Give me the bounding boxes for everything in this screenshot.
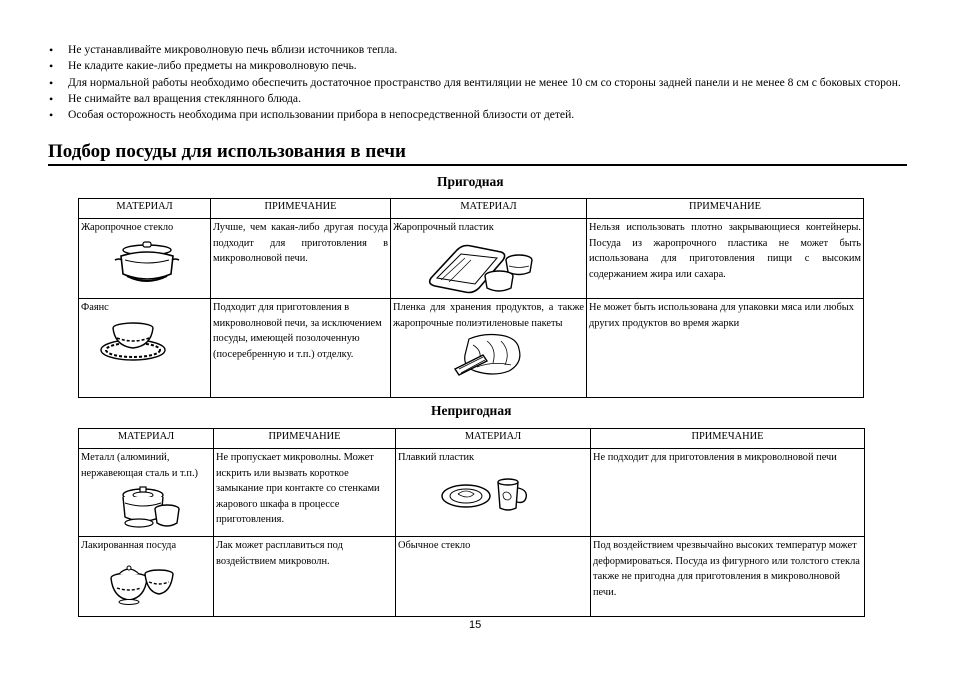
note-cell: Нельзя использовать плотно закрывающиеся контейнеры. Посуда из жаропрочного пластика не может быть использована для приготовления пищи с высоким содержанием жира или сахара. [587, 219, 864, 299]
table-row [79, 299, 864, 398]
material-label: Жаропрочный пластик [393, 222, 494, 233]
plastic-containers-icon [427, 238, 537, 294]
material-cell [391, 299, 587, 398]
column-header: ПРИМЕЧАНИЕ [211, 199, 391, 219]
note-cell: Лучше, чем какая-либо другая посуда подходит для приготовления в микроволновой печи. [211, 219, 391, 299]
table-header-row [79, 199, 864, 219]
column-header: МАТЕРИАЛ [391, 199, 587, 219]
material-label: Лакированная посуда [81, 540, 177, 551]
suitable-cookware-table [78, 198, 864, 398]
metal-pots-icon [117, 483, 181, 529]
material-label: Металл (алюминий, нержавеющая сталь и т.п.) [81, 452, 199, 479]
column-header: МАТЕРИАЛ [79, 199, 211, 219]
plastic-plate-mug-icon [440, 474, 530, 514]
material-cell [79, 537, 214, 617]
material-cell [79, 299, 211, 398]
page-number: 15 [469, 619, 482, 631]
table-header-row [79, 429, 865, 449]
lacquered-bowls-icon [107, 560, 177, 606]
table-row [79, 537, 865, 617]
column-header: ПРИМЕЧАНИЕ [587, 199, 864, 219]
column-header: ПРИМЕЧАНИЕ [214, 429, 396, 449]
note-cell: Не подходит для приготовления в микроволновой печи [591, 449, 865, 537]
material-label: Пленка для хранения продуктов, а также жаропрочные полиэтиленовые пакеты [393, 302, 584, 329]
material-cell [79, 219, 211, 299]
material-label: Фаянс [81, 302, 109, 313]
table-row [79, 449, 865, 537]
note-cell: Не может быть использована для упаковки мяса или любых других продуктов во время жарки [587, 299, 864, 398]
unsuitable-cookware-table [78, 428, 865, 617]
bullet-item: • Не снимайте вал вращения стеклянного блюда. [48, 91, 906, 107]
column-header: ПРИМЕЧАНИЕ [591, 429, 865, 449]
unsuitable-subtitle: Непригодная [431, 403, 512, 418]
table-row [79, 219, 864, 299]
safety-bullet-list [48, 42, 906, 123]
column-header: МАТЕРИАЛ [79, 429, 214, 449]
material-cell [396, 537, 591, 617]
note-cell: Подходит для приготовления в микроволновой печи, за исключением посуды, имеющей позолоченную (посеребренную и т.п.) отделку. [211, 299, 391, 398]
glass-casserole-icon [111, 240, 181, 288]
section-title: Подбор посуды для использования в печи [48, 141, 406, 162]
film-wrap-icon [453, 331, 525, 379]
suitable-subtitle: Пригодная [437, 174, 504, 189]
faience-bowl-plate-icon [97, 318, 169, 366]
material-label: Обычное стекло [398, 540, 471, 551]
section-divider [48, 164, 907, 166]
bullet-item: • Для нормальной работы необходимо обеспечить достаточное пространство для вентиляции не менее 10 см со стороны задней панели и не менее 8 см с боковых сторон. [48, 75, 906, 91]
bullet-item: • Не кладите какие-либо предметы на микроволновую печь. [48, 58, 906, 74]
bullet-item: • Особая осторожность необходима при использовании прибора в непосредственной близости от детей. [48, 107, 906, 123]
material-label: Жаропрочное стекло [81, 222, 174, 233]
column-header: МАТЕРИАЛ [396, 429, 591, 449]
note-cell: Не пропускает микроволны. Может искрить или вызвать короткое замыкание при контакте со стенками жарового шкафа в процессе приготовления. [214, 449, 396, 537]
material-cell [396, 449, 591, 537]
material-cell [79, 449, 214, 537]
note-cell: Лак может расплавиться под воздействием микроволн. [214, 537, 396, 617]
bullet-item: • Не устанавливайте микроволновую печь вблизи источников тепла. [48, 42, 906, 58]
note-cell: Под воздействием чрезвычайно высоких температур может деформироваться. Посуда из фигурного или толстого стекла также не пригодна для приготовления в микроволновой печи. [591, 537, 865, 617]
material-cell [391, 219, 587, 299]
material-label: Плавкий пластик [398, 452, 475, 463]
